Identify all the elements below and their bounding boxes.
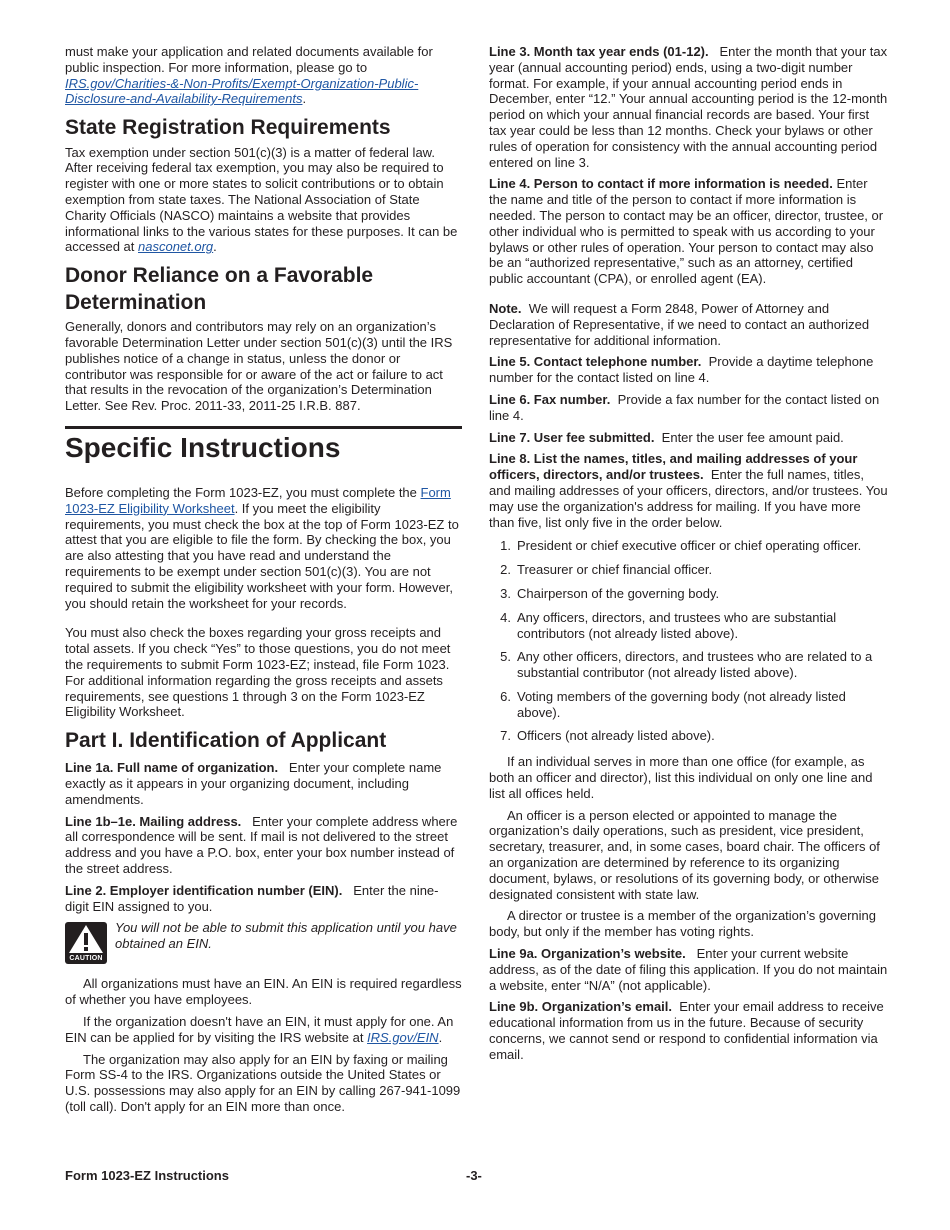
line7-label: Line 7. User fee submitted. <box>489 429 655 445</box>
warning-triangle-icon <box>68 924 104 954</box>
line1b-paragraph: Line 1b–1e. Mailing address. Enter your complete address where all correspondence will be sent. If mail is not delivered to the street address and you have a P.O. box, enter your box number instead of the street address. <box>65 813 458 876</box>
line9b-paragraph: Line 9b. Organization’s email. Enter your email address to receive educational information from us in the future. Because of security concerns, we cannot send or respond to confidential information via email. <box>489 999 884 1062</box>
line8-paragraph: Line 8. List the names, titles, and mailing addresses of your officers, directors, and/or trustees. Enter the full names, titles, and mailing addresses of your officers, directors, and/or trustees. You may use the organization's address for mailing. If you have more than five, list only five in the order below. <box>489 451 888 530</box>
intro-paragraph: must make your application and related documents available for public inspection. For more information, please go to IRS.gov/Charities-&-Non-Profits/Exempt-Organization-Public-Disclosure-and-Availability-Requirements. <box>65 44 433 107</box>
note-label: Note. <box>489 300 522 316</box>
line7-paragraph: Line 7. User fee submitted. Enter the user fee amount paid. <box>489 429 844 445</box>
footer-form-name: Form 1023-EZ Instructions <box>65 1168 229 1183</box>
line2-label: Line 2. Employer identification number (EIN). <box>65 882 343 898</box>
caution-callout <box>65 920 462 964</box>
line5-label: Line 5. Contact telephone number. <box>489 354 702 370</box>
line9a-paragraph: Line 9a. Organization’s website. Enter your current website address, as of the date of filing this application. If you do not maintain a website, enter “N/A” (not applicable). <box>489 946 888 993</box>
irs-ein-link[interactable]: IRS.gov/EIN <box>367 1029 439 1045</box>
line1b-label: Line 1b–1e. Mailing address. <box>65 813 242 829</box>
list-item: 4. Any officers, directors, and trustees who are substantial contributors (not already listed above). <box>500 609 837 641</box>
line9b-label: Line 9b. Organization’s email. <box>489 999 673 1015</box>
list-item: 3. Chairperson of the governing body. <box>500 585 720 601</box>
line3-paragraph: Line 3. Month tax year ends (01-12). Enter the month that your tax year (annual accounting period) ends, using a two-digit number format. For example, if your annual accounting period ends in December, enter “12.” Your annual accounting period is the 12-month period on which your annual financial records are based. Your first tax year could be less than 12 months. Check your bylaws or other rules of operation for consistency with the annual accounting period entered on line 3. <box>489 44 888 170</box>
line6-label: Line 6. Fax number. <box>489 391 611 407</box>
list-item: 5. Any other officers, directors, and trustees who are related to a substantial contributor (not already listed above). <box>500 649 873 681</box>
line9a-label: Line 9a. Organization’s website. <box>489 946 686 962</box>
nasconet-link[interactable]: nasconet.org <box>138 239 214 255</box>
ein-paragraph-1: All organizations must have an EIN. An EIN is required regardless of whether you have employees. <box>65 976 462 1008</box>
disclosure-requirements-link[interactable]: IRS.gov/Charities-&-Non-Profits/Exempt-Organization-Public-Disclosure-and-Availability-Requirements <box>65 75 419 107</box>
state-registration-heading: State Registration Requirements <box>65 116 391 140</box>
state-registration-paragraph: Tax exemption under section 501(c)(3) is a matter of federal law. After receiving federal tax exemption, you may also be required to register with one or more states to solicit contributions or to obtain exemption from state taxes. The National Association of State Charity Officials (NASCO) maintains a website that provides informational links to the various states for these purposes. It can be accessed at nasconet.org. <box>65 144 458 255</box>
page-number: -3- <box>466 1168 482 1183</box>
line4-label: Line 4. Person to contact if more information is needed. <box>489 176 833 192</box>
line4-paragraph: Line 4. Person to contact if more information is needed. Enter the name and title of the person to contact if more information is needed. The person to contact may be an officer, director, trustee, or other individual who is permitted to speak with us according to your bylaws or other rules of operation. Your person to contact may also be an “authorized representative,” such as an attorney, certified public accountant (CPA), or enrolled agent (EA). <box>489 176 884 287</box>
specific-instructions-heading: Specific Instructions <box>65 426 462 465</box>
ein-paragraph-3: The organization may also apply for an EIN by faxing or mailing Form SS-4 to the IRS. Organizations outside the United States or U.S. possessions may also apply for an EIN by calling 267-941-1099 (toll call). Don't apply for an EIN more than once. <box>65 1051 461 1114</box>
line8-label: Line 8. List the names, titles, and mailing addresses of your officers, directors, and/or trustees. <box>489 451 858 483</box>
line2-paragraph: Line 2. Employer identification number (EIN). Enter the nine-digit EIN assigned to you. <box>65 882 439 914</box>
chapter-rule <box>65 426 462 465</box>
line1a-label: Line 1a. Full name of organization. <box>65 760 279 776</box>
list-item: 1. President or chief executive officer or chief operating officer. <box>500 538 862 554</box>
line3-label: Line 3. Month tax year ends (01-12). <box>489 44 709 59</box>
right-column <box>489 44 889 1069</box>
multi-office-paragraph: If an individual serves in more than one office (for example, as both an officer and director), list this individual on only one line and list all offices held. <box>489 754 873 801</box>
list-item: 2. Treasurer or chief financial officer. <box>500 562 713 578</box>
caution-label: CAUTION <box>69 955 103 963</box>
caution-icon <box>65 922 107 964</box>
line6-paragraph: Line 6. Fax number. Provide a fax number for the contact listed on line 4. <box>489 391 880 423</box>
list-item: 7. Officers (not already listed above). <box>500 728 715 744</box>
director-definition-paragraph: A director or trustee is a member of the organization’s governing body, but only if the member has voting rights. <box>489 908 877 940</box>
specific-instructions-paragraph-1: Before completing the Form 1023-EZ, you must complete the Form 1023-EZ Eligibility Worksheet. If you meet the eligibility requirements, you must check the box at the top of Form 1023-EZ to attest that you are eligible to file the form. By checking the box, you are also attesting that you have read and understand the requirements to be exempt under section 501(c)(3). You are not required to submit the eligibility worksheet with your form. However, you should retain the worksheet for your records. <box>65 485 459 611</box>
note-paragraph: Note. We will request a Form 2848, Power of Attorney and Declaration of Representative, if we need to contact an authorized representative for additional information. <box>489 300 870 348</box>
donor-reliance-paragraph: Generally, donors and contributors may rely on an organization’s favorable Determination Letter under section 501(c)(3) until the IRS publishes notice of a change in status, unless the donor or contributor was responsible for or aware of the act or failure to act that results in the revocation of the organization’s Determination Letter. See Rev. Proc. 2011-33, 2011-25 I.R.B. 887. <box>65 319 453 414</box>
part1-heading: Part I. Identification of Applicant <box>65 729 387 753</box>
left-column <box>65 44 462 1121</box>
officers-order-list <box>489 538 889 744</box>
line1a-paragraph: Line 1a. Full name of organization. Enter your complete name exactly as it appears in your organizing document, including amendments. <box>65 760 442 807</box>
specific-instructions-paragraph-2: You must also check the boxes regarding your gross receipts and total assets. If you check “Yes” to those questions, you do not meet the requirements to submit Form 1023-EZ; instead, file Form 1023. For additional information regarding the gross receipts and assets requirements, see questions 1 through 3 on the Form 1023-EZ Eligibility Worksheet. <box>65 625 451 720</box>
ein-paragraph-2: If the organization doesn't have an EIN, it must apply for one. An EIN can be applied for by visiting the IRS website at IRS.gov/EIN. <box>65 1013 454 1045</box>
caution-text: You will not be able to submit this application until you have obtained an EIN. <box>115 920 457 952</box>
donor-reliance-heading: Donor Reliance on a Favorable Determination <box>65 264 374 314</box>
list-item: 6. Voting members of the governing body (not already listed above). <box>500 688 846 720</box>
eligibility-worksheet-link[interactable]: Form 1023-EZ Eligibility Worksheet <box>65 485 451 516</box>
line5-paragraph: Line 5. Contact telephone number. Provide a daytime telephone number for the contact listed on line 4. <box>489 354 874 386</box>
officer-definition-paragraph: An officer is a person elected or appointed to manage the organization’s daily operations, such as president, vice president, secretary, treasurer, and, in some cases, board chair. The officers of an organization are determined by reference to its organizing document, bylaws, or resolutions of its governing body, or otherwise designated consistent with state law. <box>489 807 880 902</box>
